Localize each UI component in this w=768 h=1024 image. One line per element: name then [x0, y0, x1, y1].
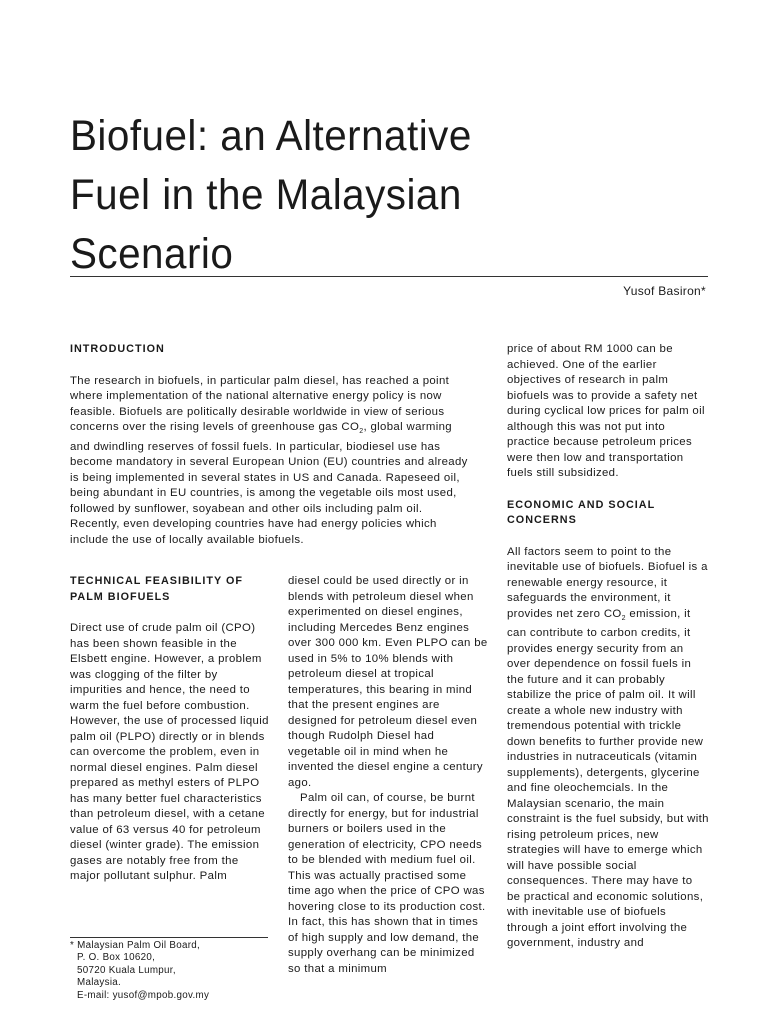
title-line-2: Fuel in the Malaysian [70, 170, 462, 219]
introduction-section [70, 342, 470, 548]
economic-heading-line-2: CONCERNS [507, 514, 577, 526]
economic-heading-line-1: ECONOMIC AND SOCIAL [507, 498, 656, 511]
technical-paragraph-1-continued: diesel could be used directly or in blends with petroleum diesel when experimented on diesel engines, including Mercedes Benz engines over 300 000 km. Even PLPO can be used in 5% to 10% blends with petroleum diesel at tropical temperatures, this bearing in mind that the present engines are designed for petroleum diesel even though Rudolph Diesel had vegetable oil in mind when he invented the diesel engine a century ago. [288, 575, 488, 789]
title-line-3: Scenario [70, 229, 234, 278]
footnote-line-2: P. O. Box 10620, [77, 952, 156, 964]
title-line-1: Biofuel: an Alternative [70, 111, 472, 160]
intro-text-part-1: The research in biofuels, in particular palm diesel, has reached a point where implementation of the national alternative energy policy is now feasible. Biofuels are politically desirable worldwide in view of serious concerns over the rising levels of greenhouse gas CO [70, 374, 450, 433]
technical-paragraph-2: Palm oil can, of course, be burnt directly for energy, but for industrial burners or boilers used in the generation of electricity, CPO needs to be blended with medium fuel oil. This was actually practised some time ago when the price of CPO was hovering close to its production cost. In fact, this has shown that in times of high supply and low demand, the supply overhang can be minimized so that a minimum [288, 792, 486, 975]
economic-text-part-2: emission, it can contribute to carbon credits, it provides energy security from an over dependence on fossil fuels in the future and it can probably stabilize the price of palm oil. It will create a whole new industry with tremendous potential with trickle down benefits to further provide new industries in nutraceuticals (vitamin supplements), detergents, glycerine and fine oleochemcials. In the Malaysian scenario, the main constraint is the fuel subsidy, but with rising petroleum prices, new strategies will have to emerge which will have possible social consequences. There may have to be practical and economic solutions, with inevitable use of biofuels through a joint effort involving the government, industry and [507, 607, 709, 949]
co2-subscript-economic: 2 [621, 614, 626, 622]
technical-heading-line-1: TECHNICAL FEASIBILITY OF [70, 575, 243, 587]
intro-text-part-2: , global warming and dwindling reserves of fossil fuels. In particular, biodiesel use has become mandatory in several European Union (EU) countries and already is being implemented in several states in US and Canada. Rapeseed oil, being abundant in EU countries, is among the vegetable oils most used, followed by sunflower, soyabean and other oils including palm oil. Recently, even developing countries have had energy policies which include the use of locally available biofuels. [70, 421, 468, 546]
author-footnote [70, 940, 270, 1002]
economic-text-part-1: All factors seem to point to the inevitable use of biofuels. Biofuel is a renewable energy resource, it safeguards the environment, it provides net zero CO [507, 545, 708, 620]
technical-paragraph-1: Direct use of crude palm oil (CPO) has been shown feasible in the Elsbett engine. However, a problem was clogging of the filter by impurities and hence, the need to warm the fuel before combustion. However, the use of processed liquid palm oil (PLPO) directly or in blends can overcome the problem, even in normal diesel engines. Palm diesel prepared as methyl esters of PLPO has many better fuel characteristics than petroleum diesel, with a cetane value of 63 versus 40 for petroleum diesel (winter grade). The emission gases are notably free from the major pollutant sulphur. Palm [70, 622, 269, 882]
introduction-heading: INTRODUCTION [70, 343, 165, 355]
author-name: Yusof Basiron* [623, 284, 706, 298]
technical-section-continued [288, 574, 490, 977]
footnote-line-4: Malaysia. [77, 977, 122, 989]
article-title [70, 107, 672, 284]
technical-section [70, 574, 270, 885]
right-column [507, 342, 709, 952]
technical-heading-line-2: PALM BIOFUELS [70, 590, 171, 603]
footnote-line-1: * Malaysian Palm Oil Board, [70, 940, 201, 951]
introduction-paragraph [70, 374, 470, 549]
footnote-divider [70, 937, 268, 938]
footnote-line-3: 50720 Kuala Lumpur, [77, 964, 176, 976]
right-column-continuation: price of about RM 1000 can be achieved. One of the earlier objectives of research in palm biofuels was to provide a safety net during cyclical low prices for palm oil although this was not put into practice because petroleum prices were then low and transportation fuels still subsidized. [507, 343, 705, 479]
footnote-email: E-mail: yusof@mpob.gov.my [77, 989, 210, 1001]
title-divider [70, 276, 708, 277]
co2-subscript: 2 [359, 428, 364, 435]
economic-paragraph [507, 545, 709, 952]
